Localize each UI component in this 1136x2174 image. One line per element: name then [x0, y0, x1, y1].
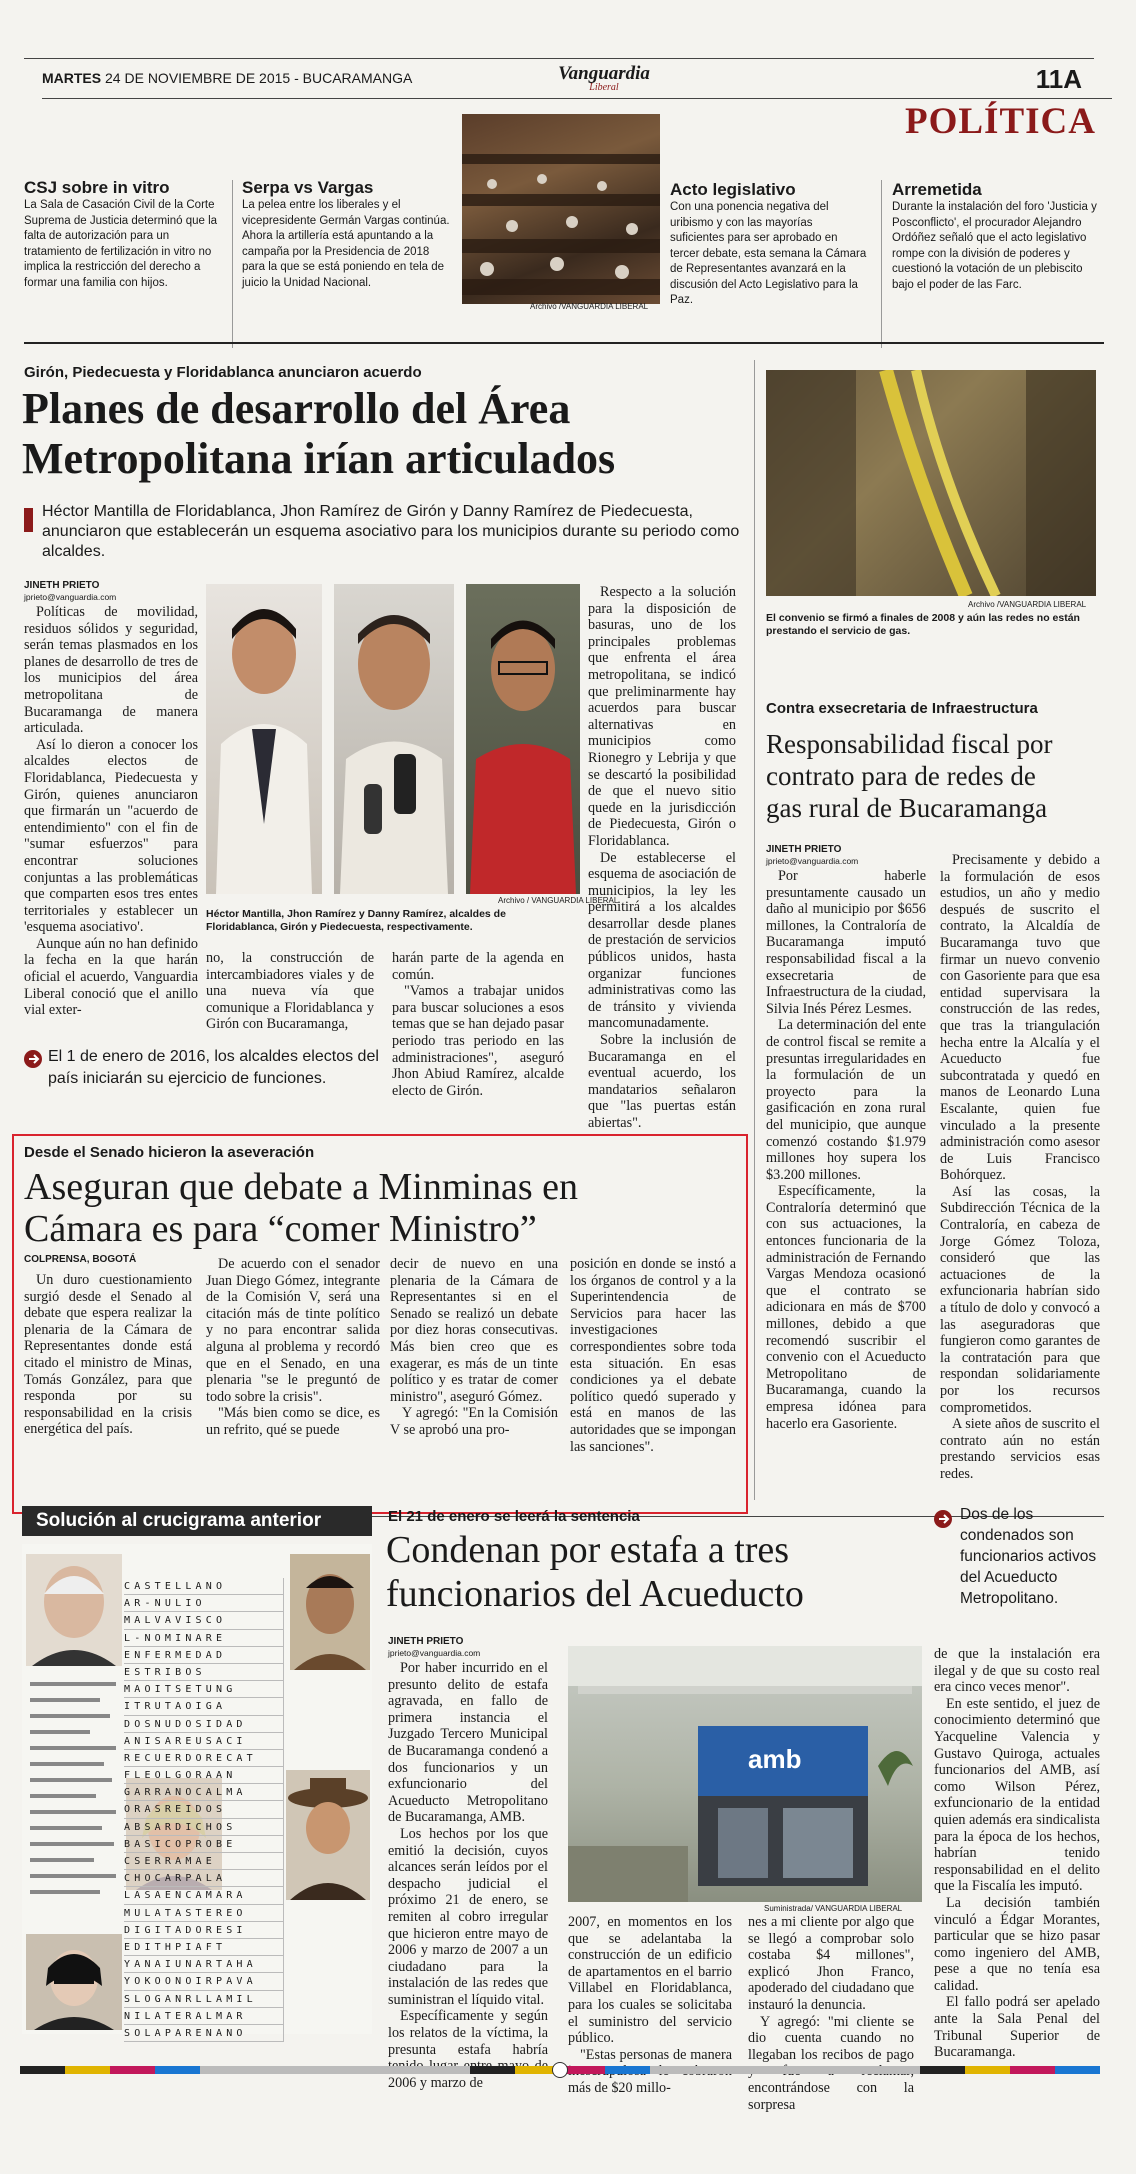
- paragraph: A siete años de suscrito el contrato aún no están prestando servicios esas redes.: [940, 1416, 1100, 1482]
- acueducto-headline-line1: Condenan por estafa a tres: [386, 1529, 790, 1571]
- crossword-photo-5: [26, 1934, 122, 2030]
- paragraph: Y agregó: "En la Comisión V se aprobó una pro-: [390, 1405, 558, 1438]
- paragraph: Específicamente y según los relatos de la víctima, la presunta estafa habría 2006 y marzo de: [388, 2008, 548, 2091]
- page-number: 11A: [1035, 64, 1082, 94]
- registration-mark-icon: [552, 2062, 568, 2078]
- acueducto-col1: [388, 1660, 548, 2091]
- main-photo-caption: Héctor Mantilla, Jhon Ramírez y Danny Ramírez, alcaldes de Floridablanca, Girón y Piedecuesta, respectivamente.: [206, 908, 506, 933]
- byline-name: JINETH PRIETO: [388, 1636, 464, 1647]
- paragraph: De acuerdo con el senador Juan Diego Gómez, integrante de la Comisión V, será una citación más de tinte político y no para encontrar salida alguna al problema y recordó que en el Senado, en una plenaria "se le preguntó de todo sobre la crisis".: [206, 1256, 380, 1405]
- crossword-row: L-NOMINARE: [124, 1630, 284, 1647]
- gas-kicker: Contra exsecretaria de Infraestructura: [766, 700, 1038, 717]
- amb-office-photo: [568, 1646, 922, 1902]
- brief-text: La Sala de Casación Civil de la Corte Suprema de Justicia determinó que la falta de autorización para un tratamiento de fertilización in vitro no implica la restricción del derecho a formar una familia con hijos.: [24, 199, 218, 289]
- amb-sign: amb: [748, 1744, 802, 1774]
- paragraph: Por haberle presuntamente causado un daño al municipio por $656 millones, la Contraloría de Bucaramanga imputó responsabilidad fiscal a la exsecretaria de Infraestructura de la ciudad, Silvia Inés Pérez Lesmes.: [766, 868, 926, 1017]
- crossword-row: ESTRIBOS: [124, 1664, 284, 1681]
- gas-photo-caption: El convenio se firmó a finales de 2008 y aún las redes no están prestando el servicio de gas.: [766, 612, 1080, 637]
- paragraph: La determinación del ente de control fiscal se remite a presuntas irregularidades en la formulación de un proyecto para la gasificación en zona rural del municipio, que aunque comenzó costando $1.979 millones hoy supera los $3.200 millones.: [766, 1017, 926, 1183]
- senate-col3: [390, 1256, 558, 1439]
- brief-csj: [24, 178, 229, 291]
- brief-title: Arremetida: [892, 180, 982, 199]
- brief-text: Con una ponencia negativa del uribismo y con las mayorías suficientes para ser aprobado en tercer debate, esta semana la Cámara de Representantes avanzará en la discusión del Acto Legislativo para la Paz.: [670, 201, 867, 306]
- crossword-clues-left: [26, 1676, 122, 1926]
- paragraph: Los hechos por los que emitió la decisión, cuyos alcances serán leídos por el despacho judicial el próximo 21 de enero, se remiten al cobro irregular que hicieron entre mayo de 2006 y marzo de 2007 a un ciudadano para la instalación de las redes que suministran el líquido vital.: [388, 1825, 548, 2008]
- acueducto-kicker: El 21 de enero se leerá la sentencia: [388, 1508, 640, 1525]
- dateline-day: MARTES: [42, 70, 102, 86]
- photo-mantilla-art: [206, 584, 322, 894]
- crossword-row: ANISAREUSACI: [124, 1733, 284, 1750]
- photo-ramirez-piedecuesta-art: [466, 584, 580, 894]
- crossword-row: ENFERMEDAD: [124, 1647, 284, 1664]
- paragraph: Políticas de movilidad, residuos sólidos y seguridad, serán temas plasmados en los planes de desarrollo de tres de los municipios del área metropolitana de Bucaramanga de manera articulada.: [24, 604, 198, 737]
- crossword-clues-art: [26, 1676, 122, 1926]
- main-col2: [206, 950, 374, 1033]
- page-header: [24, 58, 1110, 104]
- paragraph: Así lo dieron a conocer los alcaldes electos de Floridablanca, Piedecuesta y Girón, quienes anunciaron que firmarán un "acuerdo de entendimiento" con el fin de "sumar esfuerzos" para encontrar soluciones conjuntas a las problemáticas que comparten esos tres entes territoriales y establecer un 'esquema asociativo'.: [24, 736, 198, 936]
- brief-text: Durante la instalación del foro 'Justicia y Posconflicto', el procurador Alejandro Ordóñez señaló que el acto legislativo rompe con la división de poderes y cuestionó la votación de un plebiscito bajo el poder de las Farc.: [892, 201, 1097, 291]
- photo-ramirez-giron: [334, 584, 454, 894]
- crossword-row: GARRANOCALMA: [124, 1784, 284, 1801]
- paragraph: "Estas personas de manera más de $20 millo-: [568, 2046, 732, 2096]
- crossword-photo-4-art: [286, 1770, 370, 1900]
- paragraph: Específicamente, la Contraloría determinó que con sus actuaciones, la entonces funcionaria de la administración de Fernando Vargas Mendoza ocasionó que el contrato se adicionara en más de $700 millones, debido a que recomendó suscribir el convenio con el Acueducto Metropolitano de Bucaramanga, cuando la empresa idónea para hacerlo era Gasoriente.: [766, 1183, 926, 1432]
- brief-acto: [670, 180, 870, 309]
- paragraph: Respecto a la solución para la disposición de basuras, uno de los principales problemas que enfrenta el área metropolitana, se indicó que preliminarmente hay acuerdos para buscar alternativas en municipios como Rionegro y Lebrija y que se descartó la posibilidad de que el nuevo sitio quede en la jurisdicción de Piedecuesta, Girón o Floridablanca.: [588, 584, 736, 849]
- briefs-photo-credit: Archivo /VANGUARDIA LIBERAL: [530, 302, 649, 311]
- main-headline-line2: Metropolitana irían articulados: [22, 434, 616, 483]
- paragraph: Un duro cuestionamiento surgió desde el Senado al debate que espera realizar la plenaria de la Cámara de Representantes donde está citado el ministro de Minas, Tomás González, para que responda por su responsabilidad en la crisis energética del país.: [24, 1272, 192, 1438]
- paragraph: harán parte de la agenda en común.: [392, 950, 564, 983]
- crossword-photo-1: [26, 1554, 122, 1666]
- note-arrow-icon: [934, 1510, 952, 1528]
- brief-text: La pelea entre los liberales y el vicepresidente Germán Vargas continúa. Ahora la artillería está apuntando a la campaña por la Presidencia de 2018 para la que se está poniendo en tela de juicio la Unidad Nacional.: [242, 199, 450, 289]
- crossword-row: YOKOONOIRPAVA: [124, 1973, 284, 1990]
- brief-title: Serpa vs Vargas: [242, 178, 374, 197]
- byline-email: jprieto@vanguardia.com: [24, 592, 117, 602]
- crossword-row: SLOGANRLLAMIL: [124, 1991, 284, 2008]
- byline-name: JINETH PRIETO: [24, 580, 100, 591]
- crossword-row: SOLAPARENANO: [124, 2025, 284, 2042]
- crossword-row: FLEOLGORAAN: [124, 1767, 284, 1784]
- paragraph: Sobre la inclusión de Bucaramanga en el eventual acuerdo, los mandatarios señalaron que "las puertas están abiertas".: [588, 1032, 736, 1131]
- senate-byline: COLPRENSA, BOGOTÁ: [24, 1254, 137, 1265]
- gas-headline: [766, 728, 1106, 824]
- crossword-photo-1-art: [26, 1554, 122, 1666]
- crossword-row: EDITHPIAFT: [124, 1939, 284, 1956]
- gas-byline: [766, 844, 858, 866]
- gas-col2: [940, 852, 1100, 1483]
- senate-headline-line1: Aseguran que debate a Minminas en: [24, 1166, 578, 1208]
- senate-headline-line2: Cámara es para “comer Ministro”: [24, 1208, 537, 1250]
- paragraph: De establecerse el esquema de asociación de municipios, la ley les permitirá a los alcaldes desarrollar desde planes de prestación de servicios públicos unidos, hasta organizar funciones administrativas como las de tránsito y vivienda mancomunadamente.: [588, 849, 736, 1032]
- crossword-row: MALVAVISCO: [124, 1612, 284, 1629]
- crossword-title: Solución al crucigrama anterior: [22, 1506, 372, 1536]
- senate-col1: [24, 1272, 192, 1438]
- acueducto-col4: [934, 1646, 1100, 2061]
- dateline-rest: 24 DE NOVIEMBRE DE 2015 - BUCARAMANGA: [105, 70, 413, 86]
- paragraph: Y agregó: "mi cliente se dio cuenta cuando no llegaban los recibos de pago encontrándose con la sorpresa: [748, 2013, 914, 2113]
- main-note: El 1 de enero de 2016, los alcaldes electos del país iniciarán su ejercicio de funciones.: [48, 1048, 379, 1087]
- photo-ramirez-giron-art: [334, 584, 454, 894]
- main-col3: [392, 950, 564, 1099]
- gas-pipe-photo-art: [766, 370, 1096, 596]
- paragraph: de que la instalación era ilegal y de que su costo real era cinco veces menor".: [934, 1646, 1100, 1696]
- logo-main: Vanguardia: [558, 63, 650, 84]
- logo-sub: Liberal: [589, 82, 619, 93]
- crossword-photo-4: [286, 1770, 370, 1900]
- acueducto-byline: [388, 1636, 480, 1658]
- amb-office-photo-art: [568, 1646, 922, 1902]
- crossword-row: BASICOPROBE: [124, 1836, 284, 1853]
- crossword-row: ABSARDICHOS: [124, 1819, 284, 1836]
- crossword-photo-2: [290, 1554, 370, 1670]
- paragraph: decir de nuevo en una plenaria de la Cámara de Representantes si en el Senado se realizó un debate por diez horas consecutivas. Más bien creo que es exagerar, es más de un tinte político y es tratar de comer ministro", aseguró Gómez.: [390, 1256, 558, 1405]
- paragraph: Aunque aún no han definido la fecha en la que harán oficial el acuerdo, Vanguardia Liberal conoció que el anillo vial exter-: [24, 935, 198, 1019]
- main-kicker: Girón, Piedecuesta y Floridablanca anunciaron acuerdo: [24, 364, 422, 381]
- newspaper-logo: [529, 64, 679, 93]
- note-arrow-icon: [24, 1050, 42, 1068]
- byline-name: JINETH PRIETO: [766, 844, 842, 855]
- crossword-row: CASTELLANO: [124, 1578, 284, 1595]
- congress-photo-art: [462, 114, 660, 304]
- byline-email: jprieto@vanguardia.com: [766, 856, 859, 866]
- paragraph: La decisión también vinculó a Édgar Morantes, particular que se hizo pasar como ingeniero del AMB, pese a que no tenía esa calidad.: [934, 1894, 1100, 1994]
- crossword-grid: [124, 1578, 284, 2039]
- main-headline-line1: Planes de desarrollo del Área: [22, 384, 571, 433]
- acueducto-col3: [748, 1914, 914, 2113]
- crossword-row: ITRUTAOIGA: [124, 1698, 284, 1715]
- brief-serpa: [242, 178, 452, 291]
- paragraph: nes a mi cliente por algo que se llegó a comprobar solo costaba $4 millones", explicó Jhon Franco, apoderado del ciudadano que instauró la denuncia.: [748, 1914, 914, 2013]
- crossword-row: NILATERALMAR: [124, 2008, 284, 2025]
- acueducto-headline-line2: funcionarios del Acueducto: [386, 1573, 804, 1615]
- main-lead: Héctor Mantilla de Floridablanca, Jhon Ramírez de Girón y Danny Ramírez de Piedecuesta, anunciaron que establecerán un esquema asociativo para los municipios durante su periodo como alcaldes.: [42, 503, 740, 560]
- crossword-row: MAOITSETUNG: [124, 1681, 284, 1698]
- paragraph: posición en donde se instó a los órganos de control y a la Superintendencia de Servicios para hacer las investigaciones correspondientes sobre toda esta situación. En esas condiciones ya el debate político quedó superado y está en manos de las autoridades que se impongan las sanciones".: [570, 1256, 736, 1455]
- acueducto-headline: [386, 1528, 946, 1616]
- paragraph: "Vamos a trabajar unidos para buscar soluciones a esos temas que se han dejado pasar periodo tras periodo en las administraciones", aseguró Jhon Abiud Ramírez, alcalde electo de Girón.: [392, 983, 564, 1099]
- paragraph: En este sentido, el juez de conocimiento determinó que Yacqueline Valencia y Gustavo Quiroga, actuales funcionarios del AMB, así como Wilson Pérez, exfuncionario de la entidad quien además era sindicalista para la época de los hechos, habrían tenido responsabilidad en el delito que la Fiscalía les imputó.: [934, 1695, 1100, 1895]
- crossword-row: YANAIUNARTAHA: [124, 1956, 284, 1973]
- senate-headline: [24, 1166, 739, 1250]
- main-col4: [588, 584, 736, 1132]
- main-col1: [24, 604, 198, 1019]
- paragraph: Así las cosas, la Subdirección Técnica de la Contraloría, en cabeza de Jorge Gómez Toloza, consideró que las actuaciones de la exfuncionaria habrían sido a título de dolo y convocó a las aseguradoras que fungieron como garantes de la contratación para que respondan solidariamente por los recursos comprometidos.: [940, 1183, 1100, 1416]
- crossword-row: DOSNUDOSIDAD: [124, 1716, 284, 1733]
- crossword-row: RECUERDORECAT: [124, 1750, 284, 1767]
- paragraph: Por haber incurrido en el presunto delito de estafa agravada, en fallo de primera instancia el Juzgado Tercero Municipal de Bucaramanga condenó a dos funcionarios y un exfuncionario del Acueducto Metropolitano de Bucaramanga, AMB.: [388, 1660, 548, 1826]
- senate-col2: [206, 1256, 380, 1439]
- gas-headline-line3: gas rural de Bucaramanga: [766, 793, 1048, 823]
- crossword-row: DIGITADORESI: [124, 1922, 284, 1939]
- dateline: [42, 70, 412, 86]
- crossword-photo-5-art: [26, 1934, 122, 2030]
- paragraph: no, la construcción de intercambiadores viales y de una nueva vía que comunique a Floridablanca y Girón con Bucaramanga,: [206, 950, 374, 1033]
- byline-email: jprieto@vanguardia.com: [388, 1648, 481, 1658]
- section-title: POLÍTICA: [905, 101, 1096, 142]
- brief-title: CSJ sobre in vitro: [24, 178, 170, 197]
- photo-mantilla: [206, 584, 322, 894]
- acueducto-note: Dos de los condenados son funcionarios activos del Acueducto Metropolitano.: [960, 1506, 1097, 1607]
- gas-headline-line1: Responsabilidad fiscal por: [766, 729, 1053, 759]
- crossword-row: CSERRAMAE: [124, 1853, 284, 1870]
- senate-col4: [570, 1256, 736, 1455]
- paragraph: "Más bien como se dice, es un refrito, qué se puede: [206, 1405, 380, 1438]
- brief-title: Acto legislativo: [670, 180, 796, 199]
- crossword-photo-2-art: [290, 1554, 370, 1670]
- gas-col1: [766, 868, 926, 1432]
- paragraph: Precisamente y debido a la formulación de esos estudios, un año y medio después de suscrito el contrato, la Alcaldía de Bucaramanga tuvo que firmar un nuevo convenio con Gasoriente para que esa entidad supervisara la construcción de las redes, que tras la triangulación hecha entre la Alcalía y el Acueducto fue subcontratada y quedó en manos de Leonardo Luna Escalante, quien fue vinculado a la presente administración como asesor de Luis Francisco Bohórquez.: [940, 852, 1100, 1184]
- main-headline: [22, 384, 762, 484]
- gas-photo-credit: Archivo /VANGUARDIA LIBERAL: [968, 600, 1087, 609]
- crossword-row: ORASREIDOS: [124, 1801, 284, 1818]
- acueducto-photo-credit: Suministrada/ VANGUARDIA LIBERAL: [764, 1904, 903, 1913]
- gas-headline-line2: contrato para de redes de: [766, 761, 1036, 791]
- gas-pipe-photo: [766, 370, 1096, 596]
- senate-kicker: Desde el Senado hicieron la aseveración: [24, 1144, 315, 1161]
- paragraph: 2007, en momentos en los que se adelantaba la construcción de un edificio de apartamentos en el barrio Villabel en Floridablanca, para los cuales se solicitaba el suministro del servicio público.: [568, 1914, 732, 2047]
- lead-marker: [24, 508, 33, 532]
- crossword-row: LASAENCAMARA: [124, 1887, 284, 1904]
- congress-photo: [462, 114, 660, 304]
- crossword-row: MULATASTEREO: [124, 1905, 284, 1922]
- main-byline: [24, 580, 116, 602]
- crossword-row: CHOCARPALA: [124, 1870, 284, 1887]
- main-photo-credit: Archivo / VANGUARDIA LIBERAL: [498, 896, 619, 905]
- photo-ramirez-piedecuesta: [466, 584, 580, 894]
- brief-arremetida: [892, 180, 1102, 293]
- crossword-row: AR-NULIO: [124, 1595, 284, 1612]
- paragraph: El fallo podrá ser apelado ante la Sala Penal del Tribunal Superior de Bucaramanga.: [934, 1994, 1100, 2061]
